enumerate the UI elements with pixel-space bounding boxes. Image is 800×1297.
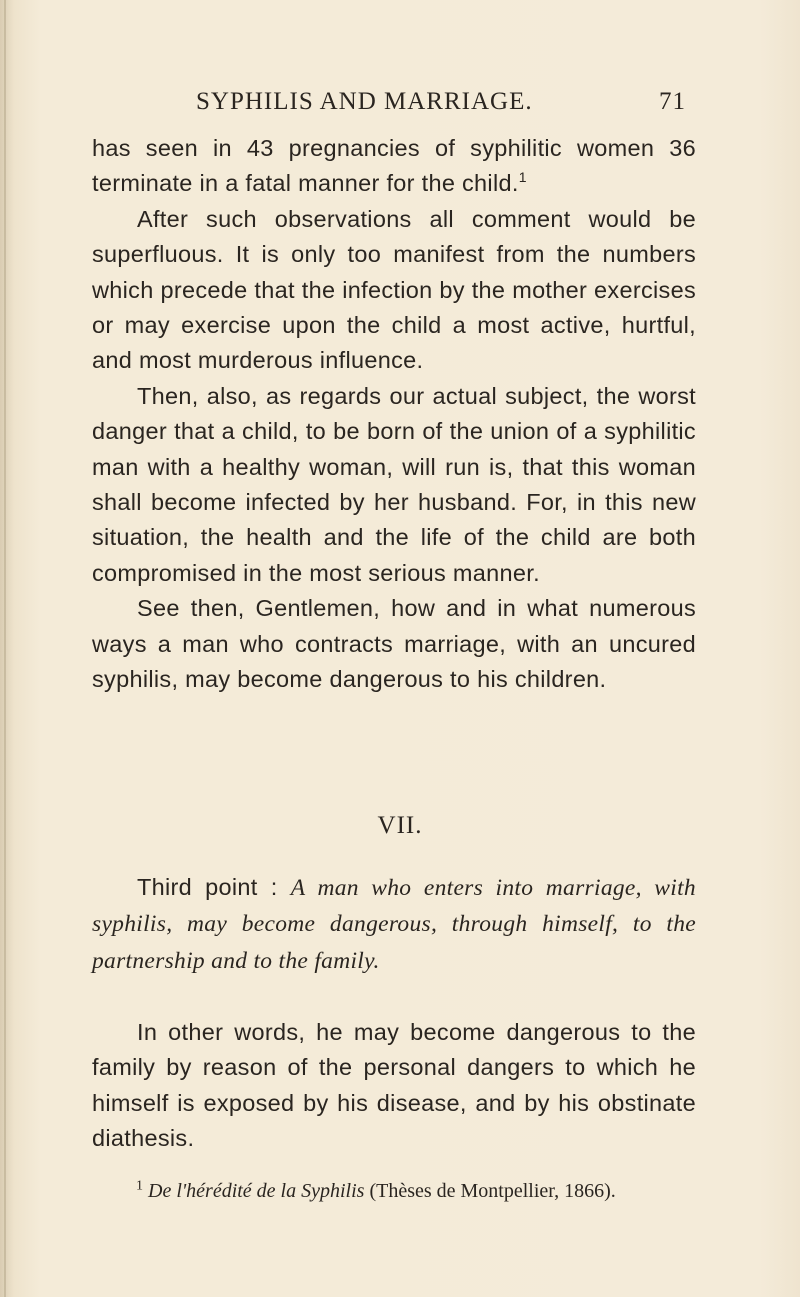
paragraph: In other words, he may become dangerous to the family by reason of the personal dangers to which he himself is exposed by his disease, and by his obstinate diathesis. xyxy=(92,1019,696,1152)
paragraph-continuation: has seen in 43 pregnancies of syphilitic women 36 terminate in a fatal manner for the child.$^1$ xyxy=(92,135,696,197)
point-label: Third point : xyxy=(137,874,278,900)
footnote xyxy=(136,1180,696,1203)
point-statement xyxy=(92,870,696,979)
running-head-title: SYPHILIS AND MARRIAGE. xyxy=(196,88,533,115)
section-heading: VII. xyxy=(377,812,423,839)
footnote-reference: 1 xyxy=(518,169,527,186)
paragraph: After such observations all comment would be superfluous. It is only too manifest from the numbers which precede that the infection by the mother exercises or may exercise upon the child a most active, hurtful, and most murderous influence. xyxy=(92,205,696,374)
footnote-marker: 1 xyxy=(136,1178,143,1194)
page-gutter xyxy=(4,0,6,1297)
footnote-title: De l'hérédité de la Syphilis xyxy=(148,1180,365,1202)
body-text-upper xyxy=(92,131,696,698)
section-paragraph xyxy=(92,1015,696,1157)
point-text: A man who enters into marriage, with syphilis, may become dangerous, through himself, to the partnership and to the family. xyxy=(92,875,696,974)
running-head xyxy=(196,88,686,116)
paragraph: Then, also, as regards our actual subject, the worst danger that a child, to be born of the union of a syphilitic man with a healthy woman, will run is, that this woman shall become infected by her husband. For, in this new situation, the health and the life of the child are both compromised in the most serious manner. xyxy=(92,382,696,586)
page-number: 71 xyxy=(659,88,686,115)
section-statement xyxy=(92,870,696,979)
paragraph: See then, Gentlemen, how and in what numerous ways a man who contracts marriage, with an uncured syphilis, may become dangerous to his children. xyxy=(92,595,696,693)
footnote-source: (Thèses de Montpellier, 1866). xyxy=(369,1180,616,1202)
